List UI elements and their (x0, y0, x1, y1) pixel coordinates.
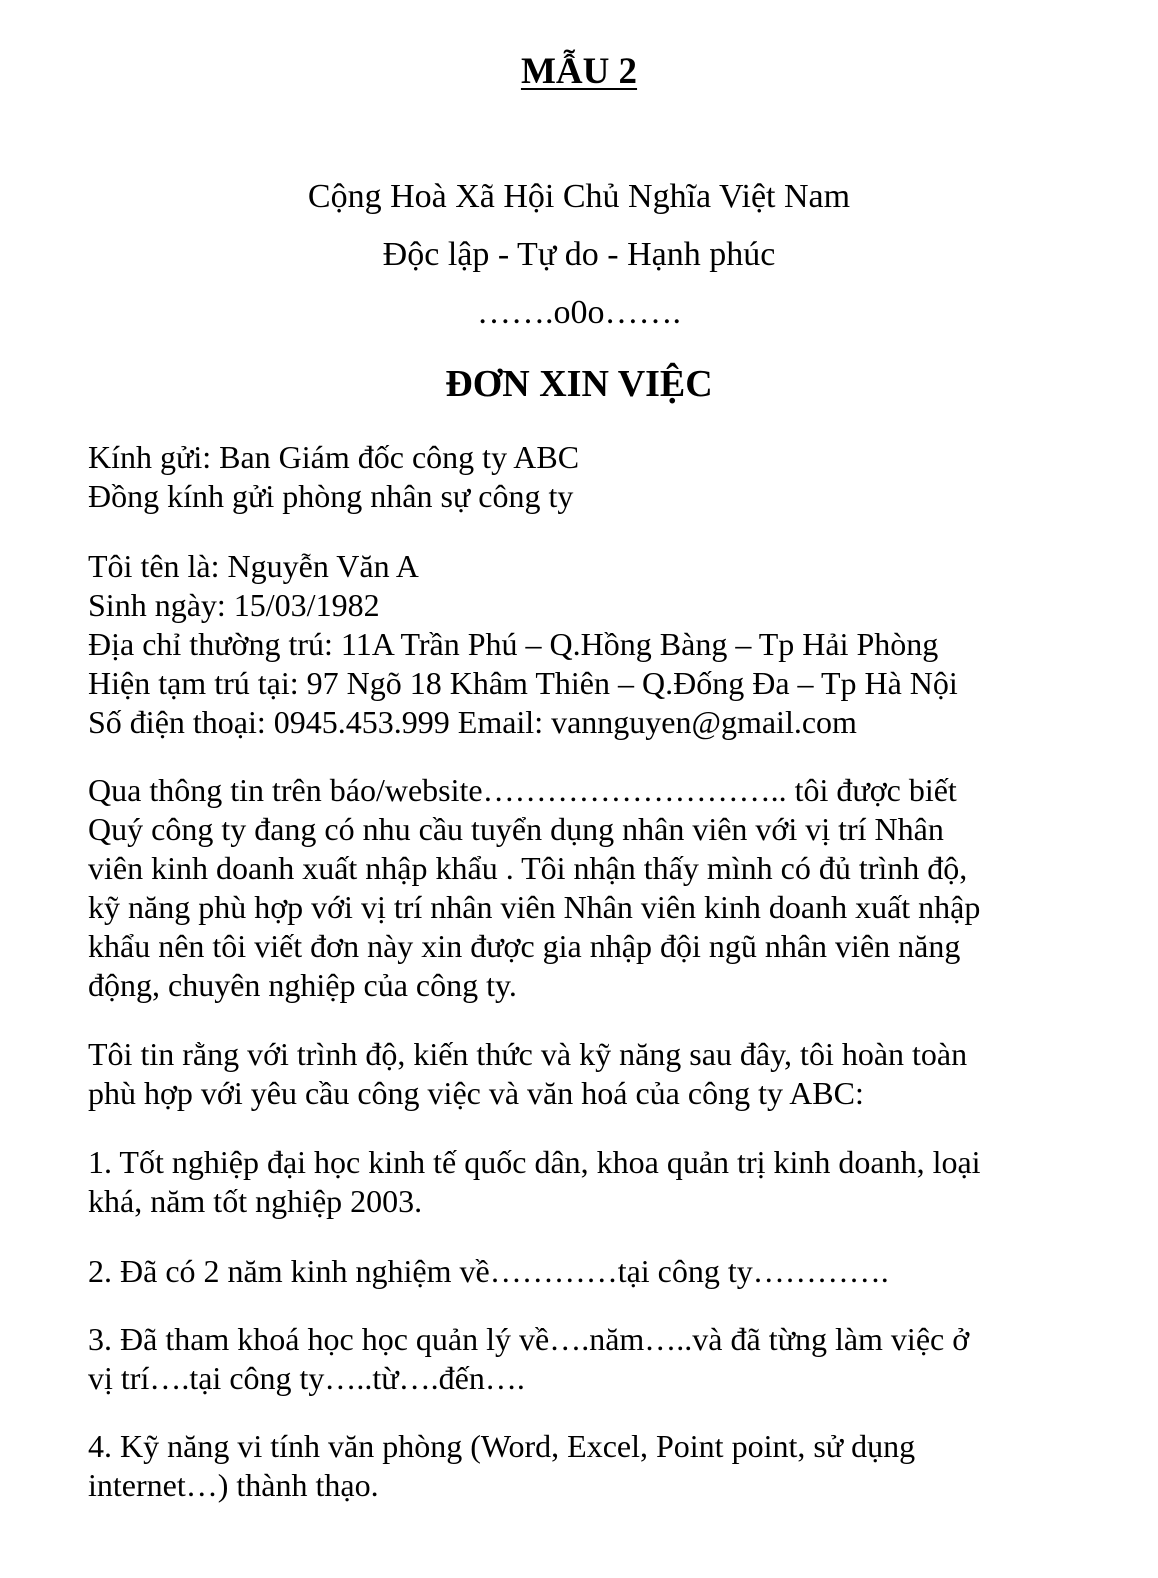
paragraph-line: Quý công ty đang có nhu cầu tuyển dụng nhân viên với vị trí Nhân (88, 811, 944, 847)
paragraph-line: khẩu nên tôi viết đơn này xin được gia nhập đội ngũ nhân viên năng (88, 928, 961, 964)
paragraph-line: kỹ năng phù hợp với vị trí nhân viên Nhân viên kinh doanh xuất nhập (88, 889, 981, 925)
contact-info: Số điện thoại: 0945.453.999 Email: vannguyen@gmail.com (88, 704, 857, 740)
qualification-item-3 (88, 1320, 1048, 1398)
qualification-line: internet…) thành thạo. (88, 1467, 379, 1503)
national-motto: Độc lập - Tự do - Hạnh phúc (382, 236, 776, 273)
paragraph-line: Tôi tin rằng với trình độ, kiến thức và kỹ năng sau đây, tôi hoàn toàn (88, 1036, 968, 1072)
intro-paragraph (88, 771, 1048, 1005)
addressee-secondary: Đồng kính gửi phòng nhân sự công ty (88, 478, 574, 514)
paragraph-line: động, chuyên nghiệp của công ty. (88, 967, 517, 1003)
qualification-line: 4. Kỹ năng vi tính văn phòng (Word, Excel, Point point, sử dụng (88, 1428, 916, 1464)
qualification-line: 3. Đã tham khoá học học quản lý về….năm…..và đã từng làm việc ở (88, 1321, 970, 1357)
qualification-item-2 (88, 1252, 1048, 1291)
paragraph-line: Qua thông tin trên báo/website……………………….. tôi được biết (88, 772, 957, 808)
qualification-line: vị trí….tại công ty…..từ….đến…. (88, 1360, 525, 1396)
form-label: MẪU 2 (520, 51, 638, 92)
national-title: Cộng Hoà Xã Hội Chủ Nghĩa Việt Nam (307, 178, 851, 215)
belief-paragraph (88, 1035, 1048, 1113)
qualification-item-1 (88, 1143, 1048, 1221)
applicant-name: Tôi tên là: Nguyễn Văn A (88, 548, 419, 584)
qualification-item-4 (88, 1427, 1048, 1505)
personal-info-block (88, 547, 1048, 742)
paragraph-line: viên kinh doanh xuất nhập khẩu . Tôi nhận thấy mình có đủ trình độ, (88, 850, 968, 886)
paragraph-line: phù hợp với yêu cầu công việc và văn hoá của công ty ABC: (88, 1075, 864, 1111)
qualification-line: 1. Tốt nghiệp đại học kinh tế quốc dân, khoa quản trị kinh doanh, loại (88, 1144, 981, 1180)
birth-date: Sinh ngày: 15/03/1982 (88, 587, 380, 623)
permanent-address: Địa chỉ thường trú: 11A Trần Phú – Q.Hồng Bàng – Tp Hải Phòng (88, 626, 939, 662)
addressee-primary: Kính gửi: Ban Giám đốc công ty ABC (88, 439, 580, 475)
qualification-line: 2. Đã có 2 năm kinh nghiệm về…………tại công ty…………. (88, 1253, 889, 1289)
qualification-line: khá, năm tốt nghiệp 2003. (88, 1183, 423, 1219)
temporary-address: Hiện tạm trú tại: 97 Ngõ 18 Khâm Thiên – Q.Đống Đa – Tp Hà Nội (88, 665, 958, 701)
document-title: ĐƠN XIN VIỆC (445, 363, 713, 405)
addressee-block (88, 438, 1048, 516)
header-ornament: …….o0o……. (477, 294, 681, 331)
